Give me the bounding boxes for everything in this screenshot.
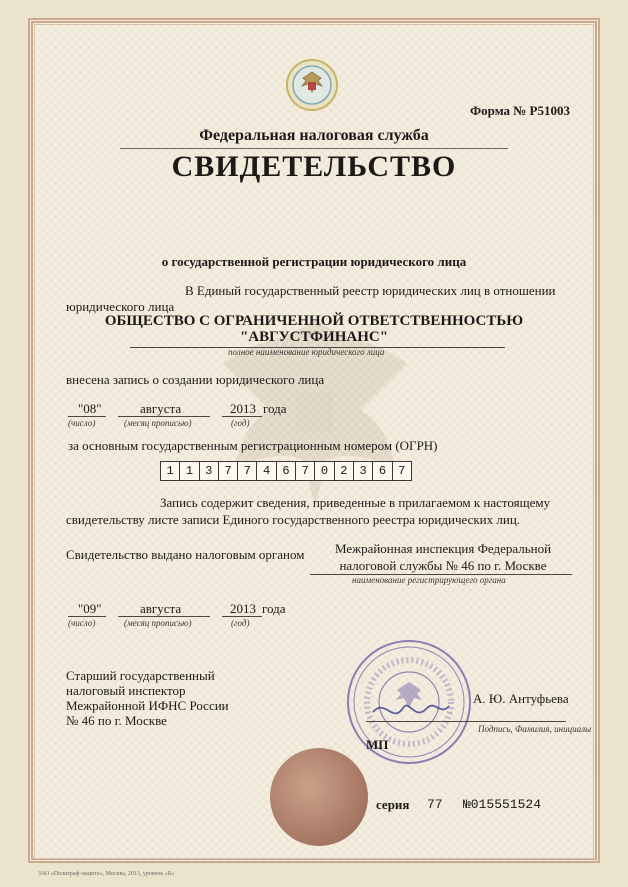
intro-line-1: В Единый государственный реестр юридических лиц в отношении — [185, 283, 556, 298]
entity-full-name — [0, 313, 628, 345]
issue-month-line — [118, 616, 210, 617]
form-number: Форма № Р51003 — [470, 103, 570, 118]
issue-day: "09" — [78, 601, 102, 616]
serial-series: 77 — [427, 797, 443, 812]
agency-name: Федеральная налоговая служба — [199, 127, 429, 144]
authority-line-2: налоговой службы № 46 по г. Москве — [339, 558, 547, 573]
seal-place-mp: МП — [366, 737, 389, 752]
ogrn-digit: 0 — [314, 461, 334, 481]
record-year: 2013 — [230, 401, 256, 416]
ogrn-digit: 3 — [199, 461, 219, 481]
document-title: СВИДЕТЕЛЬСТВО — [171, 150, 457, 183]
info-line-2: свидетельству листе записи Единого государственного реестра юридических лиц. — [66, 512, 521, 527]
ogrn-digit: 6 — [372, 461, 392, 481]
issue-month-caption: (месяц прописью) — [124, 618, 192, 628]
position-line-2: налоговый инспектор — [66, 683, 186, 698]
record-year-caption: (год) — [231, 418, 250, 428]
issuing-authority — [318, 540, 568, 574]
ogrn-digit: 7 — [392, 461, 412, 481]
record-day: "08" — [78, 401, 102, 416]
issue-year-line — [222, 616, 262, 617]
authority-caption: наименование регистрирующего органа — [352, 575, 506, 585]
issue-year-word: года — [262, 601, 286, 616]
ogrn-number-boxes — [160, 461, 411, 481]
tax-service-emblem-icon — [285, 58, 339, 112]
issue-day-line — [68, 616, 106, 617]
record-text: внесена запись о создании юридического лица — [66, 372, 325, 387]
position-line-4: № 46 по г. Москве — [66, 713, 167, 728]
serial-label: серия — [376, 797, 410, 812]
record-day-caption: (число) — [68, 418, 96, 428]
record-day-line — [68, 416, 106, 417]
position-line-1: Старший государственный — [66, 668, 215, 683]
issued-label: Свидетельство выдано налоговым органом — [66, 547, 305, 562]
gold-hologram-seal — [270, 748, 368, 846]
authority-line-1: Межрайонная инспекция Федеральной — [334, 541, 552, 556]
entity-caption: полное наименование юридического лица — [228, 347, 385, 357]
issue-day-caption: (число) — [68, 618, 96, 628]
ogrn-text: за основным государственным регистрационным номером (ОГРН) — [68, 438, 438, 453]
serial-number: №015551524 — [463, 797, 542, 812]
info-line-1: Запись содержит сведения, приведенные в прилагаемом к настоящему — [160, 495, 551, 510]
signature-caption: Подпись, Фамилия, инициалы — [478, 724, 592, 734]
ogrn-digit: 4 — [256, 461, 276, 481]
signature-underline — [366, 721, 566, 722]
intro-line-2: юридического лица — [66, 299, 175, 314]
agency-divider — [120, 148, 508, 149]
ogrn-digit: 6 — [276, 461, 296, 481]
ogrn-digit: 7 — [237, 461, 257, 481]
official-stamp-icon — [345, 638, 473, 766]
entity-name-line-2: "АВГУСТФИНАНС" — [239, 329, 389, 345]
ogrn-digit: 7 — [218, 461, 238, 481]
position-line-3: Межрайонной ИФНС России — [66, 698, 229, 713]
record-month-caption: (месяц прописью) — [124, 418, 192, 428]
document-subtitle: о государственной регистрации юридического лица — [161, 254, 467, 269]
issue-month: августа — [140, 601, 182, 616]
record-year-word: года — [263, 401, 287, 416]
ogrn-digit: 7 — [295, 461, 315, 481]
printer-footer: ЗАО «Полиграф-защита», Москва, 2013, уровень «Б» — [38, 871, 175, 877]
ogrn-digit: 1 — [160, 461, 180, 481]
record-year-line — [222, 416, 262, 417]
issue-year: 2013 — [230, 601, 256, 616]
entity-name-line-1: ОБЩЕСТВО С ОГРАНИЧЕННОЙ ОТВЕТСТВЕННОСТЬЮ — [104, 313, 524, 329]
record-month-line — [118, 416, 210, 417]
record-month: августа — [140, 401, 182, 416]
ogrn-digit: 1 — [179, 461, 199, 481]
ogrn-digit: 3 — [353, 461, 373, 481]
signatory-position — [66, 668, 229, 728]
ogrn-digit: 2 — [334, 461, 354, 481]
signatory-name: А. Ю. Антуфьева — [473, 691, 569, 706]
issue-year-caption: (год) — [231, 618, 250, 628]
